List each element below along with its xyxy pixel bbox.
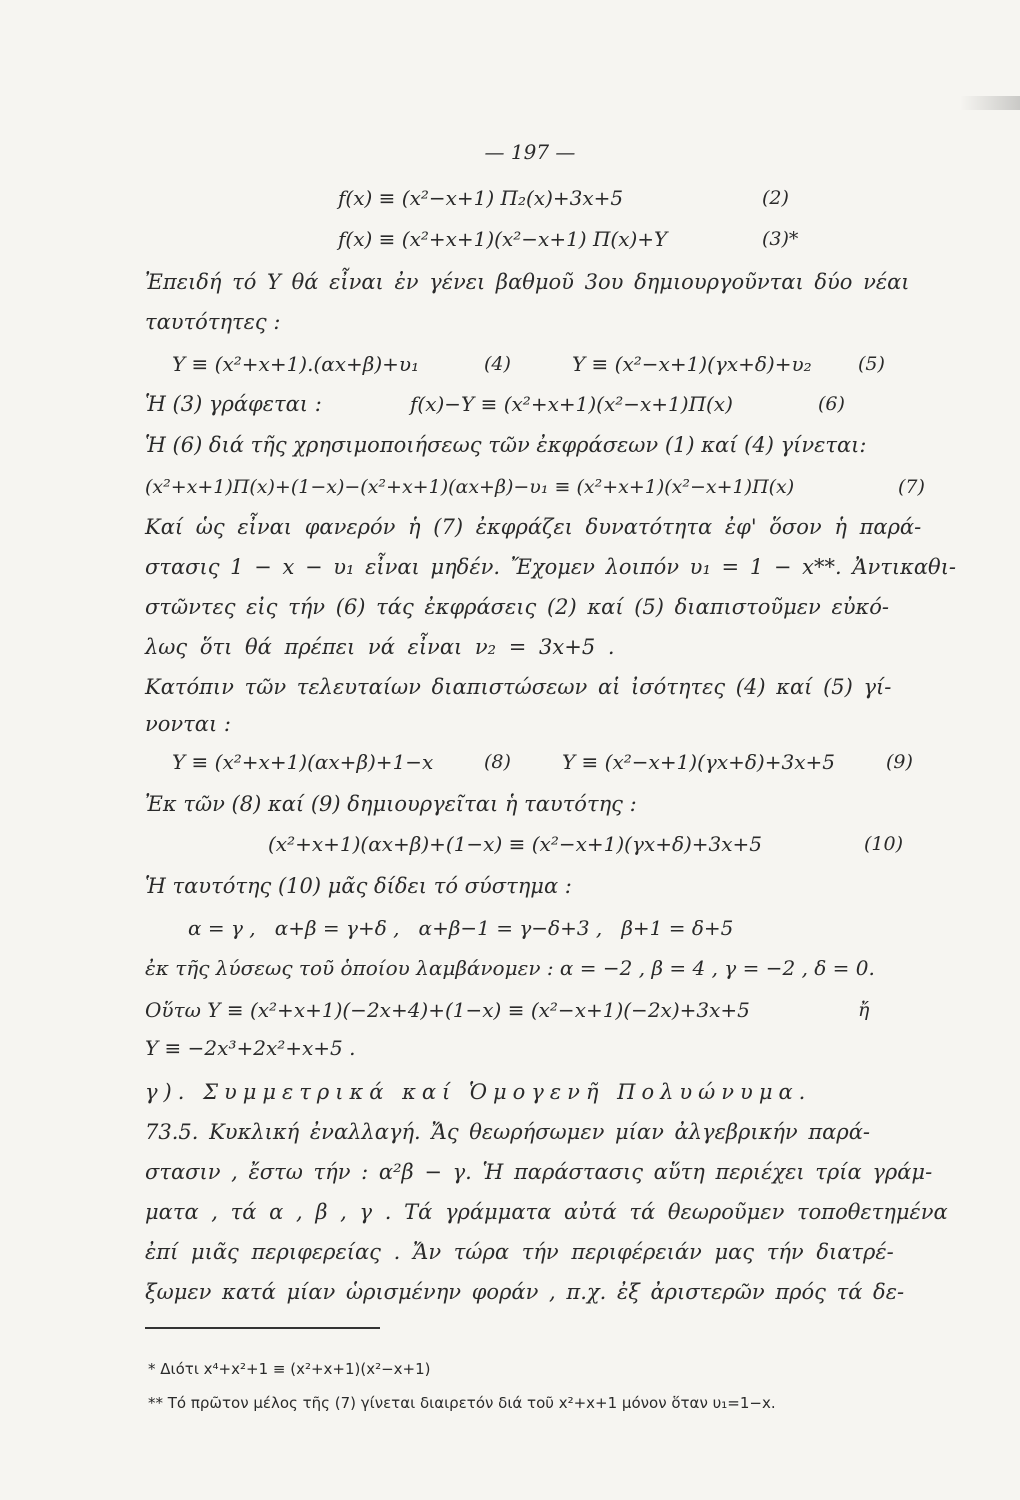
text-line-7: στῶντες εἰς τήν (6) τάς ἐκφράσεις (2) καί (5) διαπιστοῦμεν εὐκό- [145, 595, 890, 619]
paragraph-heading-73-5: 73.5. Κυκλική ἐναλλαγή. Ἄς θεωρήσωμεν μίαν ἀλγεβρικήν παρά- [145, 1120, 870, 1144]
system-of-equations: α = γ , α+β = γ+δ , α+β−1 = γ−δ+3 , β+1 = δ+5 [188, 916, 734, 940]
text-line-12: Ἡ ταυτότης (10) μᾶς δίδει τό σύστημα : [145, 874, 572, 898]
text-line-9: Κατόπιν τῶν τελευταίων διαπιστώσεων αἱ ἰσότητες (4) καί (5) γί- [145, 675, 892, 699]
result-or: ἤ [858, 999, 870, 1021]
text-line-11: Ἐκ τῶν (8) καί (9) δημιουργεῖται ἡ ταυτότης : [145, 792, 637, 816]
equation-9-label: (9) [886, 751, 913, 773]
text-line-10: νονται : [145, 712, 231, 736]
equation-4: Y ≡ (x²+x+1).(αx+β)+υ₁ [172, 352, 420, 376]
page-number: — 197 — [484, 140, 576, 164]
equation-7-label: (7) [898, 476, 925, 498]
equation-9: Y ≡ (x²−x+1)(γx+δ)+3x+5 [562, 750, 835, 774]
equation-3-label: (3)* [762, 228, 799, 250]
equation-5-label: (5) [858, 353, 885, 375]
text-line-15: ματα , τά α , β , γ . Τά γράμματα αὐτά τά θεωροῦμεν τοποθετημένα [145, 1200, 948, 1224]
text-line-2: ταυτότητες : [145, 310, 281, 334]
equation-5: Y ≡ (x²−x+1)(γx+δ)+υ₂ [572, 352, 812, 376]
text-line-16: ἐπί μιᾶς περιφερείας . Ἄν τώρα τήν περιφέρειάν μας τήν διατρέ- [145, 1240, 894, 1264]
equation-10-label: (10) [864, 833, 904, 855]
scan-edge-shadow [960, 96, 1020, 110]
text-line-14: στασιν , ἔστω τήν : α²β − γ. Ἡ παράστασις αὕτη περιέχει τρία γράμ- [145, 1160, 933, 1184]
footnote-2: ** Τό πρῶτον μέλος τῆς (7) γίνεται διαιρετόν διά τοῦ x²+x+1 μόνον ὅταν υ₁=1−x. [148, 1394, 776, 1412]
text-line-4: Ἡ (6) διά τῆς χρησιμοποιήσεως τῶν ἐκφράσεων (1) καί (4) γίνεται: [145, 433, 867, 457]
text-line-3: Ἡ (3) γράφεται : [145, 392, 322, 416]
equation-7: (x²+x+1)Π(x)+(1−x)−(x²+x+1)(αx+β)−υ₁ ≡ (x²+x+1)(x²−x+1)Π(x) [145, 476, 795, 498]
footnote-divider [145, 1327, 380, 1329]
text-line-1: Ἐπειδή τό Y θά εἶναι ἐν γένει βαθμοῦ 3ου δημιουργοῦνται δύο νέαι [145, 270, 910, 294]
equation-3: f(x) ≡ (x²+x+1)(x²−x+1) Π(x)+Y [338, 227, 668, 251]
equation-10: (x²+x+1)(αx+β)+(1−x) ≡ (x²−x+1)(γx+δ)+3x+5 [268, 832, 763, 856]
result-identity: Οὕτω Y ≡ (x²+x+1)(−2x+4)+(1−x) ≡ (x²−x+1)(−2x)+3x+5 [145, 998, 750, 1022]
equation-2: f(x) ≡ (x²−x+1) Π₂(x)+3x+5 [338, 186, 624, 210]
equation-8: Y ≡ (x²+x+1)(αx+β)+1−x [172, 750, 434, 774]
footnote-1: * Διότι x⁴+x²+1 ≡ (x²+x+1)(x²−x+1) [148, 1360, 431, 1378]
text-line-8: λως ὅτι θά πρέπει νά εἶναι ν₂ = 3x+5 . [145, 635, 615, 659]
equation-6: f(x)−Y ≡ (x²+x+1)(x²−x+1)Π(x) [410, 392, 733, 416]
equation-8-label: (8) [484, 751, 511, 773]
text-line-17: ξωμεν κατά μίαν ὡρισμένην φοράν , π.χ. ἐξ ἀριστερῶν πρός τά δε- [145, 1280, 905, 1304]
section-heading: γ). Συμμετρικά καί Ὁμογενῆ Πολυώνυμα. [145, 1080, 812, 1104]
text-line-13: ἐκ τῆς λύσεως τοῦ ὁποίου λαμβάνομεν : α = −2 , β = 4 , γ = −2 , δ = 0. [145, 956, 875, 980]
equation-4-label: (4) [484, 353, 511, 375]
text-line-6: στασις 1 − x − υ₁ εἶναι μηδέν. Ἔχομεν λοιπόν υ₁ = 1 − x**. Ἀντικαθι- [145, 555, 957, 579]
equation-2-label: (2) [762, 187, 789, 209]
result-polynomial: Y ≡ −2x³+2x²+x+5 . [145, 1036, 356, 1060]
equation-6-label: (6) [818, 393, 845, 415]
text-line-5: Καί ὡς εἶναι φανερόν ἡ (7) ἐκφράζει δυνατότητα ἐφ' ὅσον ἡ παρά- [145, 515, 922, 539]
